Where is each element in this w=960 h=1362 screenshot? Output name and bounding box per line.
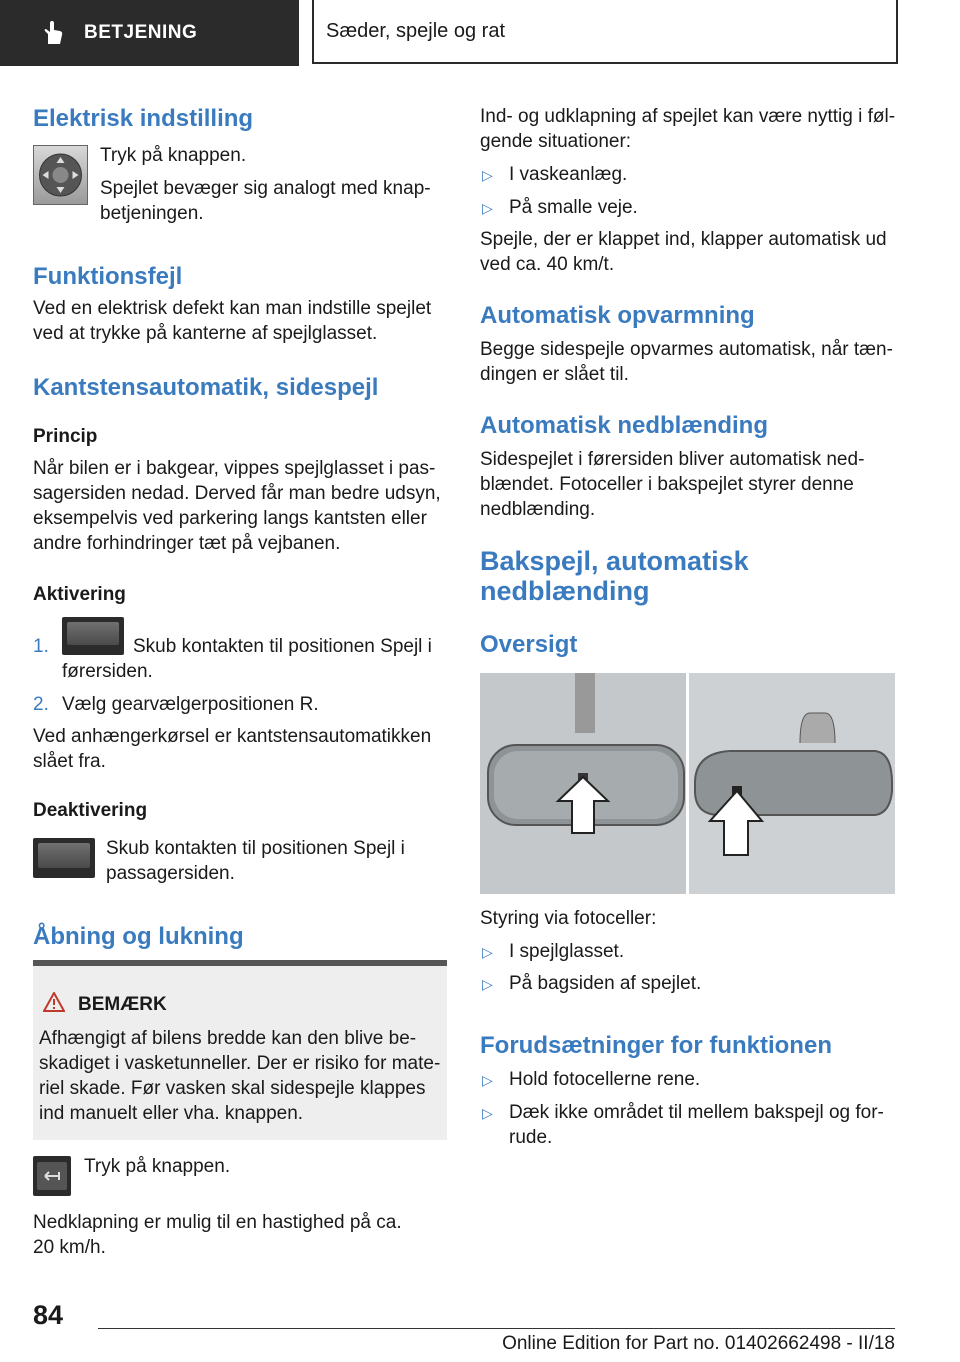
bullet-icon: ▷	[482, 1105, 493, 1121]
text: Ind- og udklapning af spejlet kan være nyttig i føl-	[480, 106, 896, 127]
bullet-icon: ▷	[482, 976, 493, 992]
text: Afhængigt af bilens bredde kan den blive be-	[39, 1028, 417, 1049]
header-section-tab	[0, 0, 299, 66]
text: nedblænding.	[480, 499, 596, 520]
text: eksempelvis ved parkering langs kantsten eller	[33, 508, 427, 529]
text: Skub kontakten til positionen Spejl i	[106, 838, 405, 859]
heading-princip: Princip	[33, 426, 98, 447]
text: sagersiden nedad. Derved får man bedre udsyn,	[33, 483, 441, 504]
list-item: I vaskeanlæg.	[509, 164, 628, 185]
warning-triangle-icon	[43, 992, 65, 1012]
mirror-control-icon	[33, 145, 88, 205]
rearview-mirror-illustration	[480, 673, 895, 894]
list-item: På bagsiden af spejlet.	[509, 973, 702, 994]
text: slået fra.	[33, 751, 106, 772]
step-number: 1.	[33, 636, 49, 657]
section-label: BETJENING	[84, 22, 198, 43]
heading-forudsaetninger: Forudsætninger for funktionen	[480, 1032, 832, 1059]
heading-opvarmning: Automatisk opvarmning	[480, 302, 755, 329]
text: Sidespejlet i førersiden bliver automatisk ned-	[480, 449, 865, 470]
text: skadiget i vasketunneller. Der er risiko for mate-	[39, 1053, 441, 1074]
text: Vælg gearvælgerpositionen R.	[62, 694, 319, 715]
list-item: Hold fotocellerne rene.	[509, 1069, 701, 1090]
heading-aabning: Åbning og lukning	[33, 923, 244, 950]
heading-funktionsfejl: Funktionsfejl	[33, 263, 183, 290]
fold-button-icon	[33, 1156, 71, 1196]
text: ind manuelt eller vha. knappen.	[39, 1103, 304, 1124]
note-title: BEMÆRK	[78, 994, 167, 1015]
bullet-icon: ▷	[482, 167, 493, 183]
text: Tryk på knappen.	[100, 145, 247, 166]
text: førersiden.	[62, 661, 153, 682]
heading-oversigt: Oversigt	[480, 631, 578, 658]
text: Tryk på knappen.	[84, 1156, 231, 1177]
list-item: På smalle veje.	[509, 197, 638, 218]
heading-elektrisk: Elektrisk indstilling	[33, 105, 254, 132]
text: Ved en elektrisk defekt kan man indstille spejlet	[33, 298, 432, 319]
list-item: Dæk ikke området til mellem bakspejl og for-	[509, 1102, 884, 1123]
text: blændet. Fotoceller i bakspejlet styrer denne	[480, 474, 854, 495]
footer-edition: Online Edition for Part no. 01402662498 - II/18	[502, 1333, 895, 1354]
footer-divider	[98, 1328, 895, 1329]
text: ved ca. 40 km/t.	[480, 254, 615, 275]
hand-icon	[40, 20, 66, 46]
text: ved at trykke på kanterne af spejlglasset.	[33, 323, 378, 344]
text: andre forhindringer tæt på vejbanen.	[33, 533, 341, 554]
page-number: 84	[33, 1300, 64, 1330]
text: Spejle, der er klappet ind, klapper automatisk ud	[480, 229, 887, 250]
heading-nedblaending: Automatisk nedblænding	[480, 412, 768, 439]
text: Når bilen er i bakgear, vippes spejlglasset i pas-	[33, 458, 436, 479]
list-item: rude.	[509, 1127, 553, 1148]
text: Styring via fotoceller:	[480, 908, 657, 929]
text: passagersiden.	[106, 863, 235, 884]
chapter-title: Sæder, spejle og rat	[326, 19, 505, 42]
bullet-icon: ▷	[482, 200, 493, 216]
bullet-icon: ▷	[482, 1072, 493, 1088]
text: Nedklapning er mulig til en hastighed på ca.	[33, 1212, 402, 1233]
text: Ved anhængerkørsel er kantstensautomatikken	[33, 726, 432, 747]
heading-aktivering: Aktivering	[33, 584, 126, 605]
warning-note	[33, 960, 447, 1140]
text: gende situationer:	[480, 131, 632, 152]
list-item: I spejlglasset.	[509, 941, 625, 962]
bullet-icon: ▷	[482, 944, 493, 960]
text: riel skade. Før vasken skal sidespejle klappes	[39, 1078, 426, 1099]
text: Spejlet bevæger sig analogt med knap-	[100, 178, 431, 199]
text: Begge sidespejle opvarmes automatisk, når tæn-	[480, 339, 893, 360]
mirror-switch-icon	[33, 838, 95, 878]
step-number: 2.	[33, 694, 49, 715]
header-chapter	[312, 0, 898, 64]
text: Skub kontakten til positionen Spejl i	[133, 636, 432, 657]
mirror-switch-icon	[62, 617, 124, 655]
text: 20 km/h.	[33, 1237, 106, 1258]
heading-bakspejl-l2: nedblænding	[480, 576, 650, 606]
text: betjeningen.	[100, 203, 204, 224]
heading-bakspejl-l1: Bakspejl, automatisk	[480, 546, 749, 576]
heading-deaktivering: Deaktivering	[33, 800, 148, 821]
text: dingen er slået til.	[480, 364, 629, 385]
heading-kantsten: Kantstensautomatik, sidespejl	[33, 374, 379, 401]
